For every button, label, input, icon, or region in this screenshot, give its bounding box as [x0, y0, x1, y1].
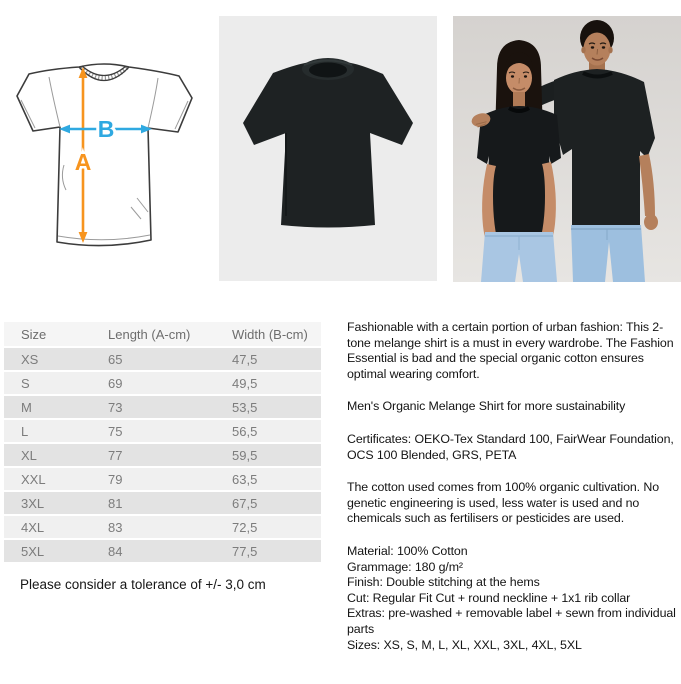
measure-label-b: B: [97, 116, 115, 142]
width-cell: 56,5: [232, 423, 258, 439]
size-cell: XL: [21, 447, 37, 463]
col-header-length: Length (A-cm): [108, 326, 191, 342]
col-header-size: Size: [21, 326, 47, 342]
table-row: [4, 396, 321, 418]
size-cell: XXL: [21, 471, 46, 487]
description-paragraph: Men's Organic Melange Shirt for more sustainability: [347, 399, 626, 414]
spec-line-finish: Finish: Double stitching at the hems: [347, 575, 540, 590]
measure-label-a: A: [74, 149, 92, 175]
description-paragraph: Fashionable with a certain portion of urban fashion: This 2-tone melange shirt is a must in every wardrobe. The Fashion Essential is bad and the special organic cotton ensures optimal wearing comfort.: [347, 320, 674, 381]
width-cell: 47,5: [232, 351, 258, 367]
spec-line-sizes: Sizes: XS, S, M, L, XL, XXL, 3XL, 4XL, 5XL: [347, 637, 582, 652]
table-row: [4, 492, 321, 514]
spec-line-extras: Extras: pre-washed + removable label + sewn from individual parts: [347, 606, 676, 636]
length-cell: 73: [108, 399, 123, 415]
width-cell: 67,5: [232, 495, 258, 511]
length-cell: 69: [108, 375, 123, 391]
spec-line-grammage: Grammage: 180 g/m²: [347, 559, 463, 574]
length-cell: 79: [108, 471, 123, 487]
size-table-header: [4, 322, 321, 346]
tshirt-outline-drawing: [17, 64, 192, 246]
width-cell: 72,5: [232, 519, 258, 535]
length-cell: 84: [108, 543, 123, 559]
table-row: [4, 468, 321, 490]
size-cell: XS: [21, 351, 39, 367]
spec-list: [347, 544, 681, 653]
size-cell: S: [21, 375, 30, 391]
size-table: [4, 322, 321, 564]
width-cell: 49,5: [232, 375, 258, 391]
length-cell: 83: [108, 519, 123, 535]
length-cell: 75: [108, 423, 123, 439]
measurement-diagram: [2, 30, 208, 260]
width-cell: 63,5: [232, 471, 258, 487]
table-row: [4, 540, 321, 562]
table-row: [4, 444, 321, 466]
table-row: [4, 420, 321, 442]
models-photo: [453, 16, 681, 282]
width-cell: 59,5: [232, 447, 258, 463]
description-paragraph: Certificates: OEKO-Tex Standard 100, FairWear Foundation, OCS 100 Blended, GRS, PETA: [347, 431, 674, 462]
size-cell: 5XL: [21, 543, 45, 559]
tolerance-note: Please consider a tolerance of +/- 3,0 cm: [20, 577, 266, 592]
size-cell: M: [21, 399, 32, 415]
col-header-width: Width (B-cm): [232, 326, 308, 342]
width-cell: 53,5: [232, 399, 258, 415]
size-cell: 4XL: [21, 519, 45, 535]
width-cell: 77,5: [232, 543, 258, 559]
length-cell: 77: [108, 447, 123, 463]
spec-line-material: Material: 100% Cotton: [347, 543, 468, 558]
table-row: [4, 372, 321, 394]
product-photo-flat: [219, 16, 437, 281]
length-cell: 81: [108, 495, 123, 511]
description-paragraph: The cotton used comes from 100% organic cultivation. No genetic engineering is used, less water is used and no chemicals such as fertilisers or pesticides are used.: [347, 480, 659, 526]
table-row: [4, 516, 321, 538]
length-cell: 65: [108, 351, 123, 367]
table-row: [4, 348, 321, 370]
size-cell: L: [21, 423, 29, 439]
size-cell: 3XL: [21, 495, 45, 511]
product-description: [347, 320, 681, 653]
spec-line-cut: Cut: Regular Fit Cut + round neckline + 1x1 rib collar: [347, 590, 631, 605]
